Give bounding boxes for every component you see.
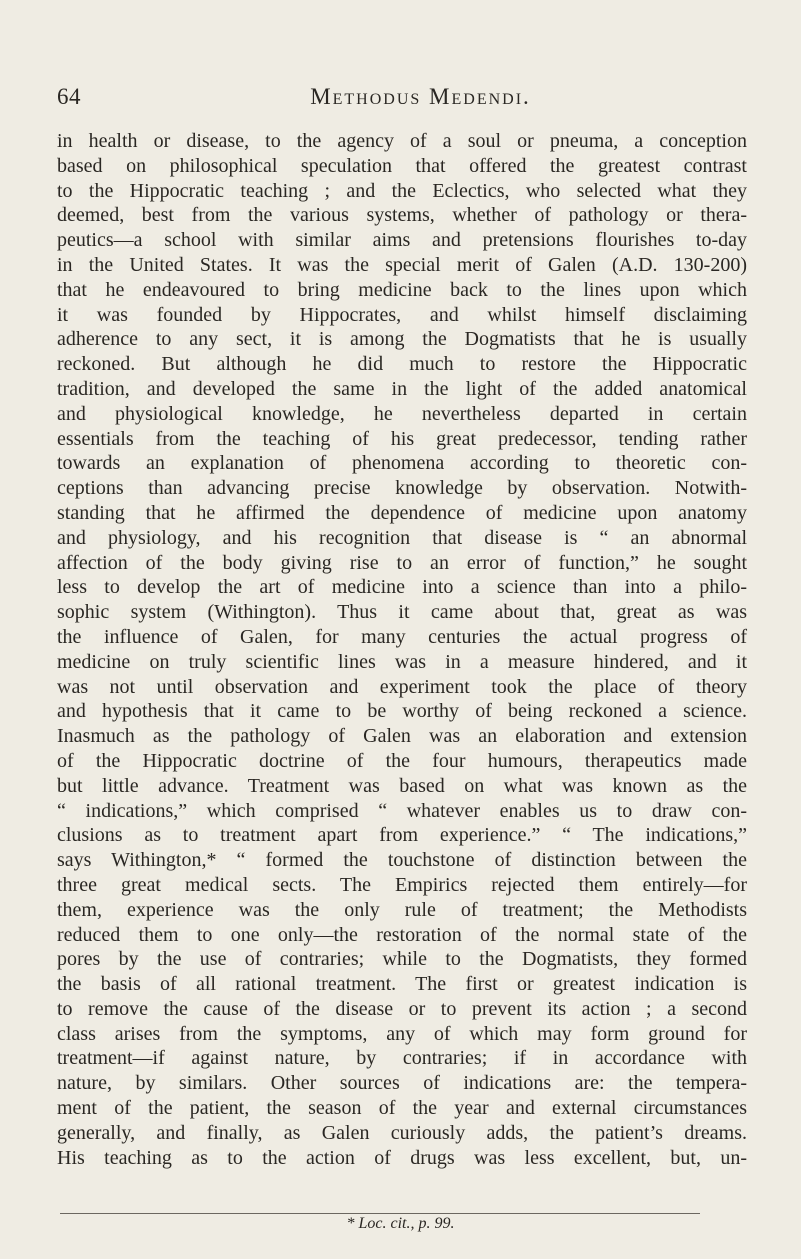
text-line: peutics—a school with similar aims and pretensions flourishes to-day (57, 229, 747, 252)
text-line: affection of the body giving rise to an error of function,” he sought (57, 551, 747, 574)
text-line: pores by the use of contraries; while to the Dogmatists, they formed (57, 948, 747, 971)
text-line: based on philosophical speculation that offered the greatest contrast (57, 154, 747, 177)
text-line: generally, and finally, as Galen curiously adds, the patient’s dreams. (57, 1121, 747, 1144)
text-line: was not until observation and experiment took the place of theory (57, 675, 747, 698)
text-line: deemed, best from the various systems, whether of pathology or thera- (57, 204, 747, 227)
text-line: three great medical sects. The Empirics rejected them entirely—for (57, 873, 747, 896)
body-text (57, 129, 747, 1170)
text-line: sophic system (Withington). Thus it came about that, great as was (57, 601, 747, 624)
text-line: Inasmuch as the pathology of Galen was an elaboration and extension (57, 725, 747, 748)
text-line: that he endeavoured to bring medicine back to the lines upon which (57, 278, 747, 301)
text-line: but little advance. Treatment was based on what was known as the (57, 774, 747, 797)
text-line: tradition, and developed the same in the light of the added anatomical (57, 377, 747, 400)
text-line: adherence to any sect, it is among the Dogmatists that he is usually (57, 328, 747, 351)
text-line: reckoned. But although he did much to restore the Hippocratic (57, 353, 747, 376)
text-line: the influence of Galen, for many centuries the actual progress of (57, 625, 747, 648)
text-line: treatment—if against nature, by contraries; if in accordance with (57, 1047, 747, 1070)
text-line: ceptions than advancing precise knowledge by observation. Notwith- (57, 477, 747, 500)
footnote: * Loc. cit., p. 99. (346, 1215, 455, 1232)
text-line: and physiological knowledge, he nevertheless departed in certain (57, 402, 747, 425)
text-line: to remove the cause of the disease or to prevent its action ; a second (57, 997, 747, 1020)
text-line: of the Hippocratic doctrine of the four humours, therapeutics made (57, 749, 747, 772)
text-line: and physiology, and his recognition that disease is “ an abnormal (57, 526, 747, 549)
text-line: class arises from the symptoms, any of which may form ground for (57, 1022, 747, 1045)
running-head: Methodus Medendi. (310, 84, 531, 109)
text-line: “ indications,” which comprised “ whatever enables us to draw con- (57, 799, 747, 822)
text-line: reduced them to one only—the restoration of the normal state of the (57, 923, 747, 946)
text-line: in the United States. It was the special merit of Galen (A.D. 130-200) (57, 253, 747, 276)
page-number: 64 (57, 84, 81, 109)
text-line: clusions as to treatment apart from experience.” “ The indications,” (57, 824, 747, 847)
text-line: medicine on truly scientific lines was in a measure hindered, and it (57, 650, 747, 673)
text-line: to the Hippocratic teaching ; and the Eclectics, who selected what they (57, 179, 747, 202)
text-line: ment of the patient, the season of the year and external circumstances (57, 1097, 747, 1120)
text-line: His teaching as to the action of drugs was less excellent, but, un- (57, 1146, 747, 1169)
text-line: essentials from the teaching of his great predecessor, tending rather (57, 427, 747, 450)
text-line: it was founded by Hippocrates, and whilst himself disclaiming (57, 303, 747, 326)
text-line: in health or disease, to the agency of a soul or pneuma, a conception (57, 130, 747, 152)
text-line: the basis of all rational treatment. The first or greatest indication is (57, 973, 747, 996)
text-line: less to develop the art of medicine into a science than into a philo- (57, 576, 747, 599)
text-line: towards an explanation of phenomena according to theoretic con- (57, 452, 747, 475)
text-line: standing that he affirmed the dependence of medicine upon anatomy (57, 501, 747, 524)
text-line: them, experience was the only rule of treatment; the Methodists (57, 898, 747, 921)
text-line: says Withington,* “ formed the touchstone of distinction between the (57, 849, 747, 872)
footnote-rule (60, 1213, 700, 1214)
text-line: and hypothesis that it came to be worthy of being reckoned a science. (57, 700, 747, 723)
text-line: nature, by similars. Other sources of indications are: the tempera- (57, 1072, 747, 1095)
